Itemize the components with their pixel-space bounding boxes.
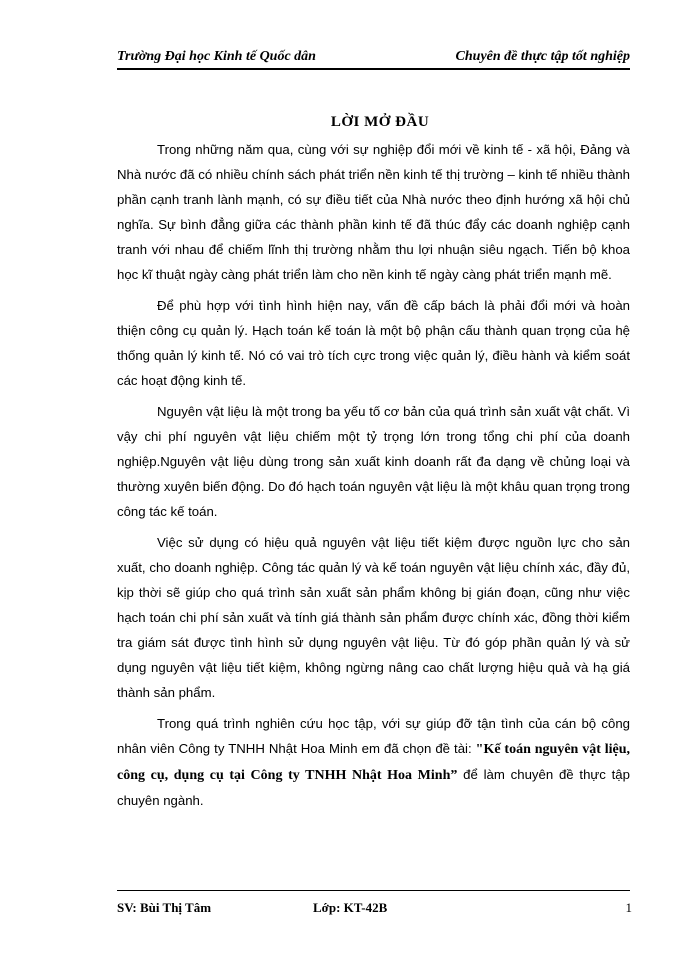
page-header — [117, 46, 630, 70]
page-footer — [117, 890, 630, 917]
page-title — [0, 114, 700, 131]
document-body — [117, 137, 630, 819]
paragraph-5-intro: Trong quá trình nghiên cứu học tập, với sự giúp đỡ tận tình của cán bộ công nhân viên Công ty TNHH Nhật Hoa Minh em đã chọn đề tài: — [117, 716, 630, 756]
paragraph-5-end: để làm chuyên đề thực tập chuyên ngành. — [117, 767, 630, 808]
footer-class: Lớp: KT-42B — [313, 900, 388, 915]
thesis-topic: "Kế toán nguyên vật liệu, công cụ, dụng cụ tại Công ty TNHH Nhật Hoa Minh” — [117, 742, 631, 783]
paragraph-1: Trong những năm qua, cùng với sự nghiệp đổi mới về kinh tế - xã hội, Đảng và Nhà nước đã có nhiều chính sách phát triển nền kinh tế thị trường – kinh tế nhiều thành phần cạnh tranh lành mạnh, có sự điều tiết của Nhà nước theo định hướng xã hội chủ nghĩa. Sự bình đẳng giữa các thành phần kinh tế đã thúc đẩy các doanh nghiệp cạnh tranh với nhau để chiếm lĩnh thị trường nhằm thu lợi nhuận siêu ngạch. Tiến bộ khoa học kĩ thuật ngày càng phát triển làm cho nền kinh tế ngày càng phát triển mạnh mẽ. — [117, 142, 630, 282]
header-report-type: Chuyên đề thực tập tốt nghiệp — [455, 49, 630, 64]
header-school: Trường Đại học Kinh tế Quốc dân — [117, 49, 316, 64]
paragraph-5 — [117, 711, 630, 813]
paragraph-4: Việc sử dụng có hiệu quả nguyên vật liệu tiết kiệm được nguồn lực cho sản xuất, cho doanh nghiệp. Công tác quản lý và kế toán nguyên vật liệu chính xác, đầy đủ, kịp thời sẽ giúp cho quá trình sản xuất sản phẩm không bị gián đoạn, cũng như việc hạch toán chi phí sản xuất và tính giá thành sản phẩm được chính xác, đồng thời kiểm tra giám sát được tình hình sử dụng nguyên vật liệu. Từ đó góp phần quản lý và sử dụng nguyên vật liệu tiết kiệm, không ngừng nâng cao chất lượng hiệu quả và hạ giá thành sản phẩm. — [117, 535, 630, 700]
footer-student: SV: Bùi Thị Tâm — [117, 900, 212, 915]
page-number: 1 — [625, 900, 632, 915]
paragraph-2: Để phù hợp với tình hình hiện nay, vấn đề cấp bách là phải đổi mới và hoàn thiện công cụ quản lý. Hạch toán kế toán là một bộ phận cấu thành quan trọng của hệ thống quản lý kinh tế. Nó có vai trò tích cực trong việc quản lý, điều hành và kiểm soát các hoạt động kinh tế. — [117, 298, 630, 388]
title-text: LỜI MỞ ĐẦU — [330, 114, 430, 130]
paragraph-3: Nguyên vật liệu là một trong ba yếu tố cơ bản của quá trình sản xuất vật chất. Vì vậy chi phí nguyên vật liệu chiếm một tỷ trọng lớn trong tổng chi phí của doanh nghiệp.Nguyên vật liệu dùng trong sản xuất kinh doanh rất đa dạng về chủng loại và thường xuyên biến động. Do đó hạch toán nguyên vật liệu là một khâu quan trọng trong công tác kế toán. — [117, 404, 630, 519]
